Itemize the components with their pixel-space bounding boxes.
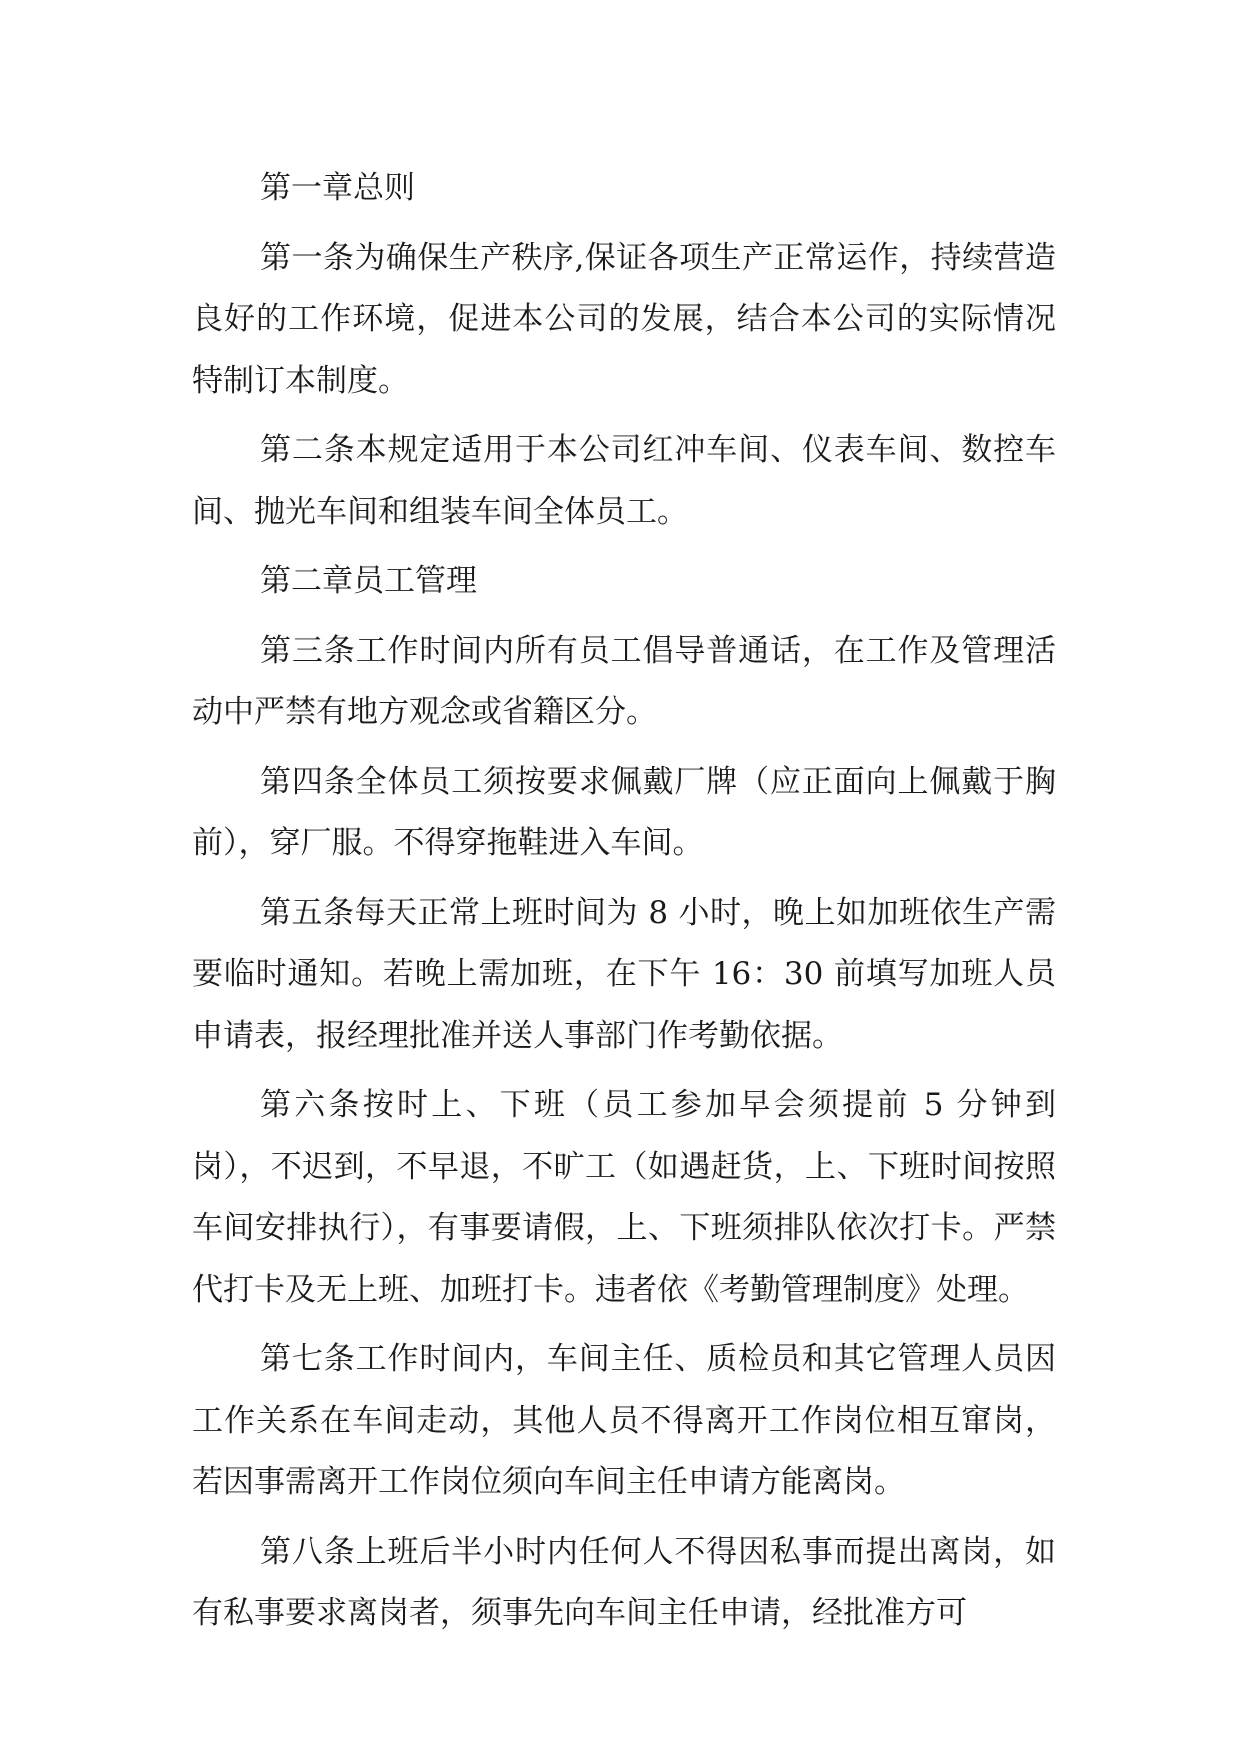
article-2: 第二条本规定适用于本公司红冲车间、仪表车间、数控车间、抛光车间和组装车间全体员工。 (192, 432, 1056, 530)
article-1: 第一条为确保生产秩序,保证各项生产正常运作，持续营造良好的工作环境，促进本公司的发展，结合本公司的实际情况特制订本制度。 (192, 239, 1056, 399)
chapter-2-title: 第二章员工管理 (260, 563, 477, 599)
article-4: 第四条全体员工须按要求佩戴厂牌（应正面向上佩戴于胸前），穿厂服。不得穿拖鞋进入车间。 (192, 763, 1056, 861)
article-5: 第五条每天正常上班时间为 8 小时，晚上如加班依生产需要临时通知。若晚上需加班，在下午 16：30 前填写加班人员申请表，报经理批准并送人事部门作考勤依据。 (192, 894, 1056, 1054)
article-6: 第六条按时上、下班（员工参加早会须提前 5 分钟到岗），不迟到，不早退，不旷工（如遇赶货，上、下班时间按照车间安排执行），有事要请假，上、下班须排队依次打卡。严禁代打卡及无上班、加班打卡。违者依《考勤管理制度》处理。 (192, 1087, 1056, 1308)
article-3: 第三条工作时间内所有员工倡导普通话，在工作及管理活动中严禁有地方观念或省籍区分。 (192, 632, 1056, 730)
article-8: 第八条上班后半小时内任何人不得因私事而提出离岗，如有私事要求离岗者，须事先向车间主任申请，经批准方可 (192, 1533, 1056, 1631)
chapter-1-title: 第一章总则 (260, 170, 415, 206)
document-page (192, 158, 1056, 1653)
article-7: 第七条工作时间内，车间主任、质检员和其它管理人员因工作关系在车间走动，其他人员不得离开工作岗位相互窜岗，若因事需离开工作岗位须向车间主任申请方能离岗。 (192, 1341, 1056, 1500)
